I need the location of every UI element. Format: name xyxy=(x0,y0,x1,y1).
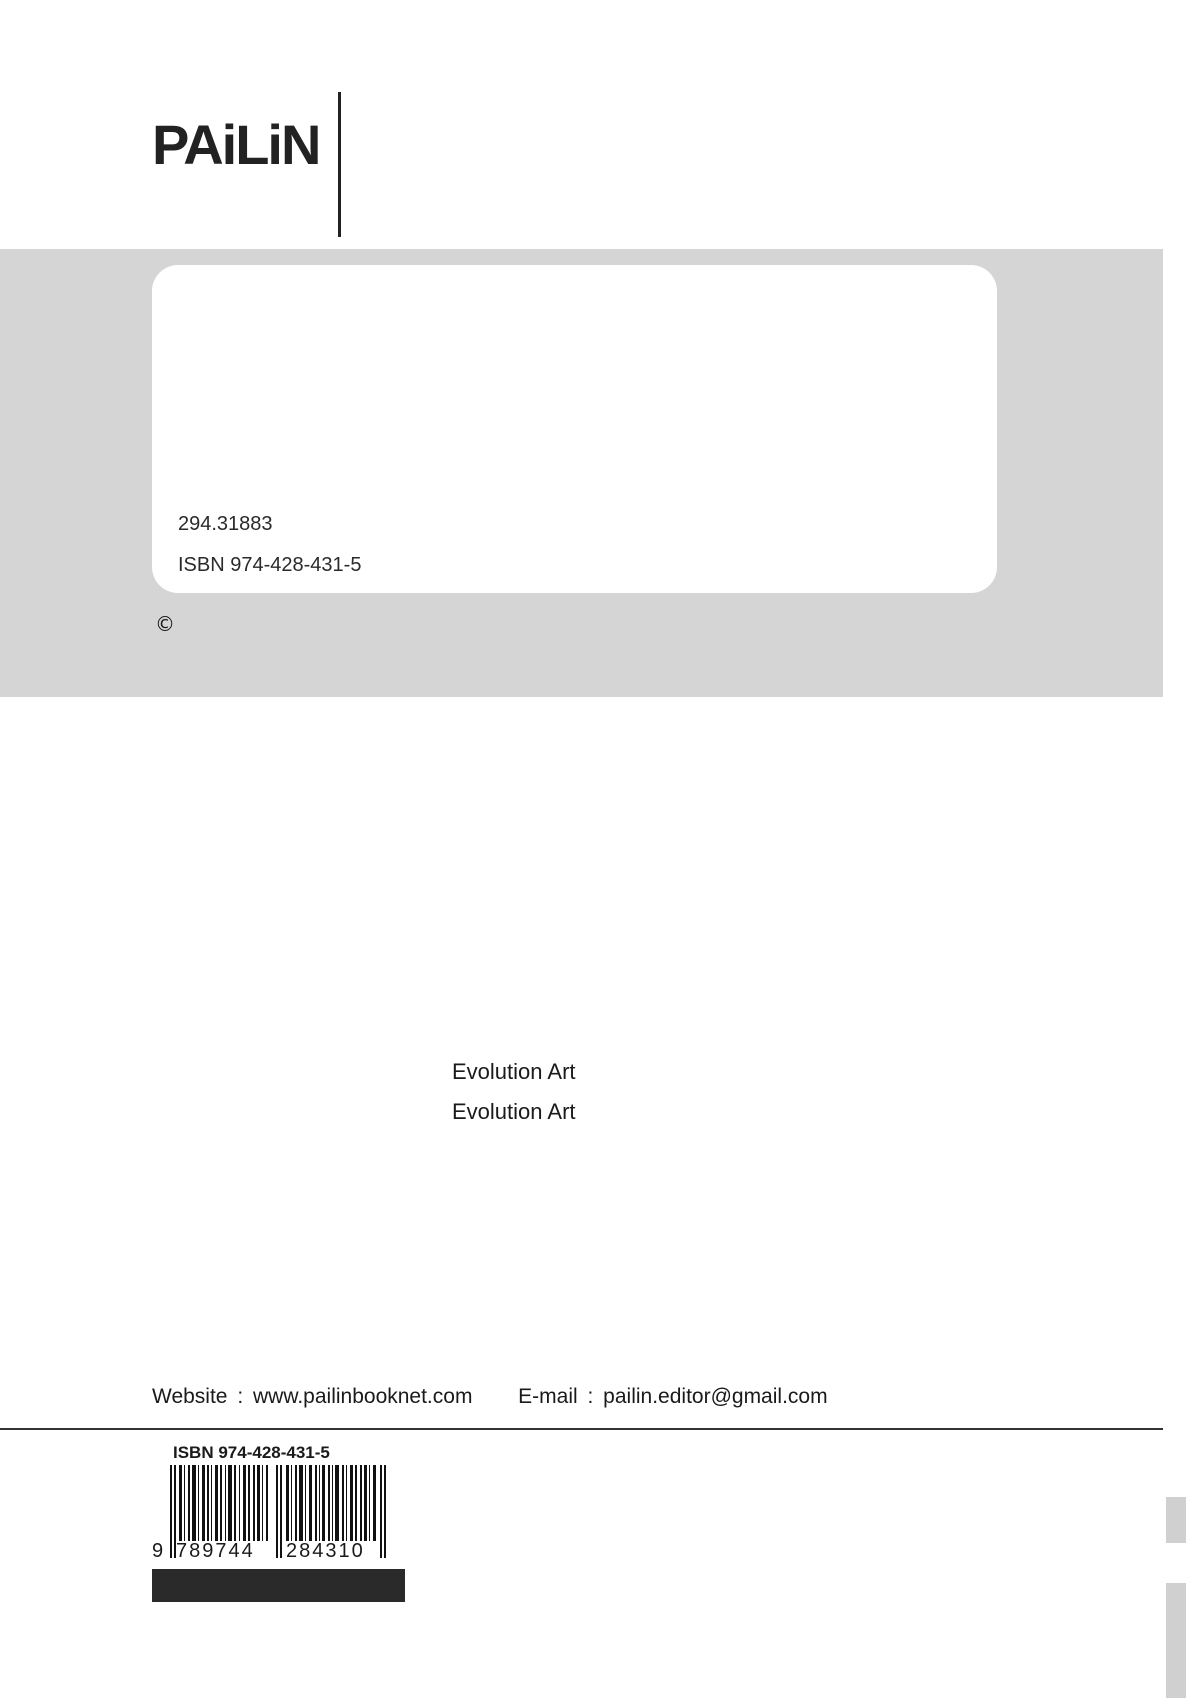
publisher-logo: PAiLiN xyxy=(152,113,320,176)
barcode-digit: 284310 xyxy=(286,1540,365,1562)
website-label: Website xyxy=(152,1385,228,1408)
price-box xyxy=(152,1569,405,1602)
catalog-card xyxy=(152,265,997,593)
contact-line: Website : www.pailinbooknet.com E-mail : pailin.editor@gmail.com xyxy=(152,1385,828,1408)
catalog-classification: 294.31883 xyxy=(178,513,273,535)
email-label: E-mail xyxy=(518,1385,578,1408)
barcode-digit: 9 xyxy=(152,1540,164,1562)
website-link[interactable]: www.pailinbooknet.com xyxy=(253,1385,473,1408)
credit-name: Evolution Art xyxy=(452,1059,576,1084)
section-divider xyxy=(0,1428,1163,1430)
credit-name: Evolution Art xyxy=(452,1099,576,1124)
copyright-symbol: © xyxy=(155,612,175,636)
edge-mark xyxy=(1166,1497,1186,1543)
email-link[interactable]: pailin.editor@gmail.com xyxy=(603,1385,828,1408)
barcode-isbn: ISBN 974-428-431-5 xyxy=(173,1443,330,1462)
header-divider xyxy=(338,92,341,237)
barcode-digit: 789744 xyxy=(176,1540,255,1562)
catalog-isbn: ISBN 974-428-431-5 xyxy=(178,554,362,576)
edge-mark xyxy=(1166,1583,1186,1698)
